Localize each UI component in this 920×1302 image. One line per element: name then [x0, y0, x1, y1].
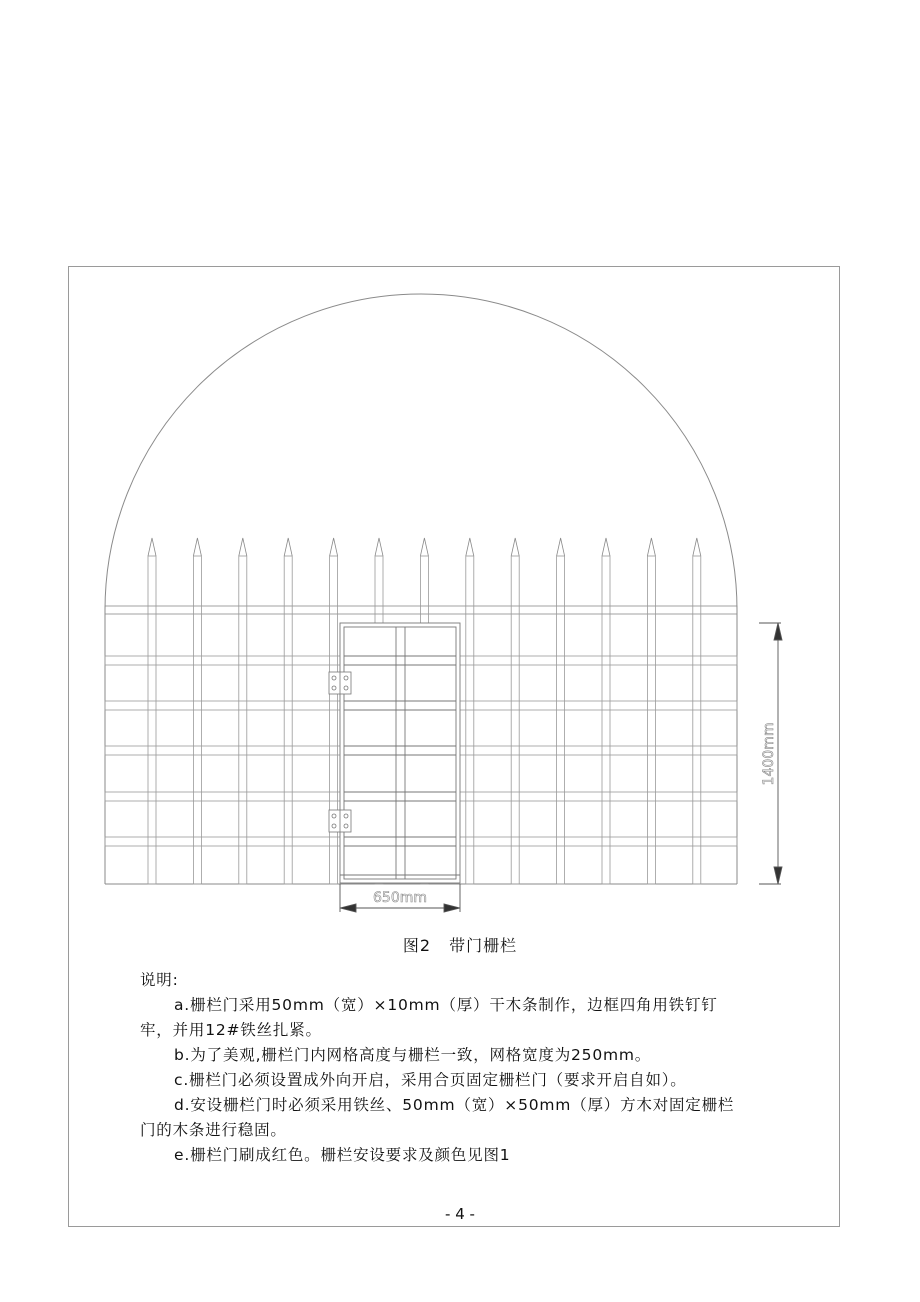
gate-hinge-lower	[329, 810, 351, 832]
fence-picket	[284, 538, 292, 884]
fence-picket	[148, 538, 156, 884]
fence-picket	[557, 538, 565, 884]
fence-picket	[466, 538, 474, 884]
notes-heading: 说明:	[140, 971, 179, 989]
tunnel-arch	[105, 294, 737, 610]
fence-picket	[693, 538, 701, 884]
note-item-a: a.栅栏门采用50mm（宽）×10mm（厚）干木条制作，边框四角用铁钉钉牢，并用12#铁丝扎紧。	[140, 996, 718, 1039]
fence-picket	[602, 538, 610, 884]
fence-picket	[239, 538, 247, 884]
page-number: - 4 -	[445, 1205, 475, 1223]
notes-section	[140, 968, 740, 1168]
figure-title: 带门栅栏	[449, 936, 518, 955]
note-item-c: c.栅栏门必须设置成外向开启，采用合页固定栅栏门（要求开启自如）。	[174, 1071, 687, 1089]
gate-hinge-upper	[329, 672, 351, 694]
note-item-e: e.栅栏门刷成红色。栅栏安设要求及颜色见图1	[174, 1146, 511, 1164]
width-dimension-label: 650mm	[373, 890, 427, 906]
note-item-b: b.为了美观,栅栏门内网格高度与栅栏一致，网格宽度为250mm。	[174, 1046, 652, 1064]
fence-picket	[647, 538, 655, 884]
fence-picket	[193, 538, 201, 884]
height-dimension-label: 1400mm	[761, 722, 777, 786]
figure-number: 图2	[402, 936, 432, 955]
note-item-d: d.安设栅栏门时必须采用铁丝、50mm（宽）×50mm（厚）方木对固定栅栏门的木条进行稳固。	[140, 1096, 735, 1139]
fence-gate	[340, 623, 460, 883]
top-rail	[105, 606, 737, 614]
figure-caption	[0, 933, 920, 956]
fence-picket	[511, 538, 519, 884]
